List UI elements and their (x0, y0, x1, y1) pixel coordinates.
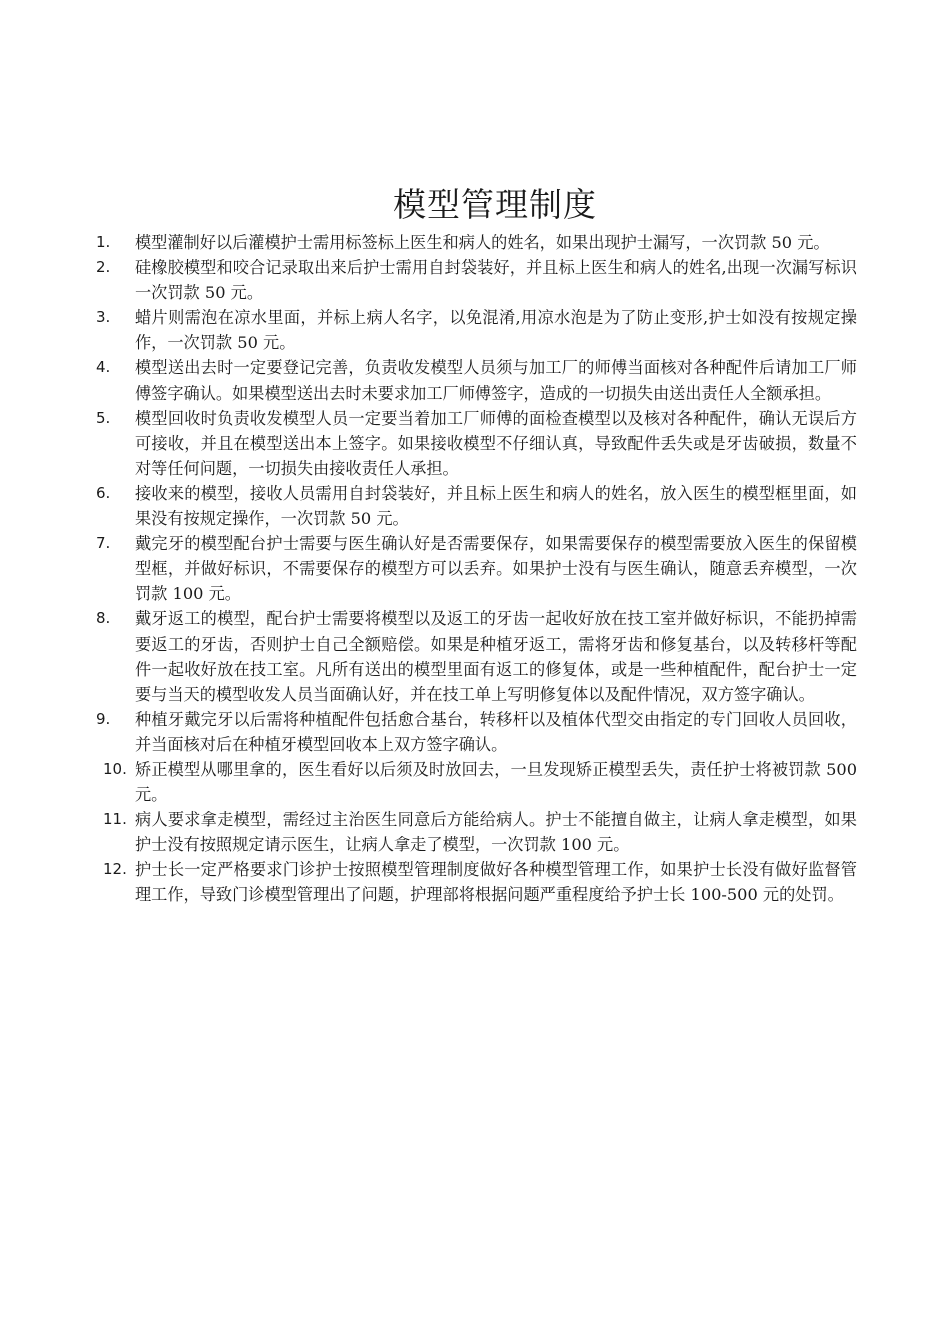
rule-text: 接收来的模型，接收人员需用自封袋装好，并且标上医生和病人的姓名，放入医生的模型框里面，如果没有按规定操作，一次罚款 50 元。 (135, 483, 857, 529)
rule-number: 12. (103, 860, 127, 879)
rule-text: 模型回收时负责收发模型人员一定要当着加工厂师傅的面检查模型以及核对各种配件，确认无误后方可接收，并且在模型送出本上签字。如果接收模型不仔细认真，导致配件丢失或是牙齿破损，数量不对等任何问题，一切损失由接收责任人承担。 (135, 408, 857, 478)
rule-text: 护士长一定严格要求门诊护士按照模型管理制度做好各种模型管理工作，如果护士长没有做好监督管理工作，导致门诊模型管理出了问题，护理部将根据问题严重程度给予护士长 100-500 元的处罚。 (135, 860, 857, 905)
rule-item (0, 481, 857, 531)
rule-item (0, 807, 857, 857)
rule-item (0, 255, 857, 305)
rule-number: 5. (96, 408, 111, 427)
rule-number: 7. (96, 534, 111, 553)
rule-number: 10. (103, 759, 127, 778)
rule-number: 4. (96, 358, 111, 377)
rule-text: 矫正模型从哪里拿的，医生看好以后须及时放回去，一旦发现矫正模型丢失，责任护士将被罚款 500 元。 (135, 759, 857, 805)
rule-text: 戴完牙的模型配台护士需要与医生确认好是否需要保存，如果需要保存的模型需要放入医生的保留模型框，并做好标识，不需要保存的模型方可以丢弃。如果护士没有与医生确认，随意丢弃模型，一次罚款 100 元。 (135, 534, 857, 604)
rule-text: 戴牙返工的模型，配台护士需要将模型以及返工的牙齿一起收好放在技工室并做好标识，不能扔掉需要返工的牙齿，否则护士自己全额赔偿。如果是种植牙返工，需将牙齿和修复基台，以及转移杆等配件一起收好放在技工室。凡所有送出的模型里面有返工的修复体，或是一些种植配件，配台护士一定要与当天的模型收发人员当面确认好，并在技工单上写明修复体以及配件情况，双方签字确认。 (135, 609, 857, 704)
rule-number: 9. (96, 709, 111, 728)
rule-text: 模型灌制好以后灌模护士需用标签标上医生和病人的姓名，如果出现护士漏写，一次罚款 50 元。 (135, 233, 830, 252)
rule-text: 模型送出去时一定要登记完善，负责收发模型人员须与加工厂的师傅当面核对各种配件后请加工厂师傅签字确认。如果模型送出去时未要求加工厂师傅签字，造成的一切损失由送出责任人全额承担。 (135, 358, 857, 403)
rule-number: 2. (96, 258, 111, 277)
rules-list (0, 230, 857, 908)
rule-text: 蜡片则需泡在凉水里面，并标上病人名字，以免混淆,用凉水泡是为了防止变形,护士如没有按规定操作，一次罚款 50 元。 (135, 308, 857, 353)
rule-number: 11. (103, 810, 127, 829)
rule-number: 8. (96, 609, 111, 628)
rule-item (0, 707, 857, 757)
rule-number: 6. (96, 483, 111, 502)
document-title: 模型管理制度 (393, 185, 597, 224)
rule-item (0, 230, 857, 255)
rule-number: 1. (96, 233, 111, 251)
rule-item (0, 406, 857, 481)
rule-item (0, 857, 857, 907)
rule-text: 病人要求拿走模型，需经过主治医生同意后方能给病人。护士不能擅自做主，让病人拿走模型，如果护士没有按照规定请示医生，让病人拿走了模型，一次罚款 100 元。 (135, 810, 857, 855)
rule-item (0, 531, 857, 606)
rule-item (0, 355, 857, 405)
rule-text: 硅橡胶模型和咬合记录取出来后护士需用自封袋装好，并且标上医生和病人的姓名,出现一次漏写标识一次罚款 50 元。 (135, 258, 857, 303)
rule-text: 种植牙戴完牙以后需将种植配件包括愈合基台，转移杆以及植体代型交由指定的专门回收人员回收，并当面核对后在种植牙模型回收本上双方签字确认。 (135, 709, 857, 754)
rule-item (0, 757, 857, 807)
rule-number: 3. (96, 308, 111, 327)
rule-item (0, 606, 857, 706)
rule-item (0, 305, 857, 355)
